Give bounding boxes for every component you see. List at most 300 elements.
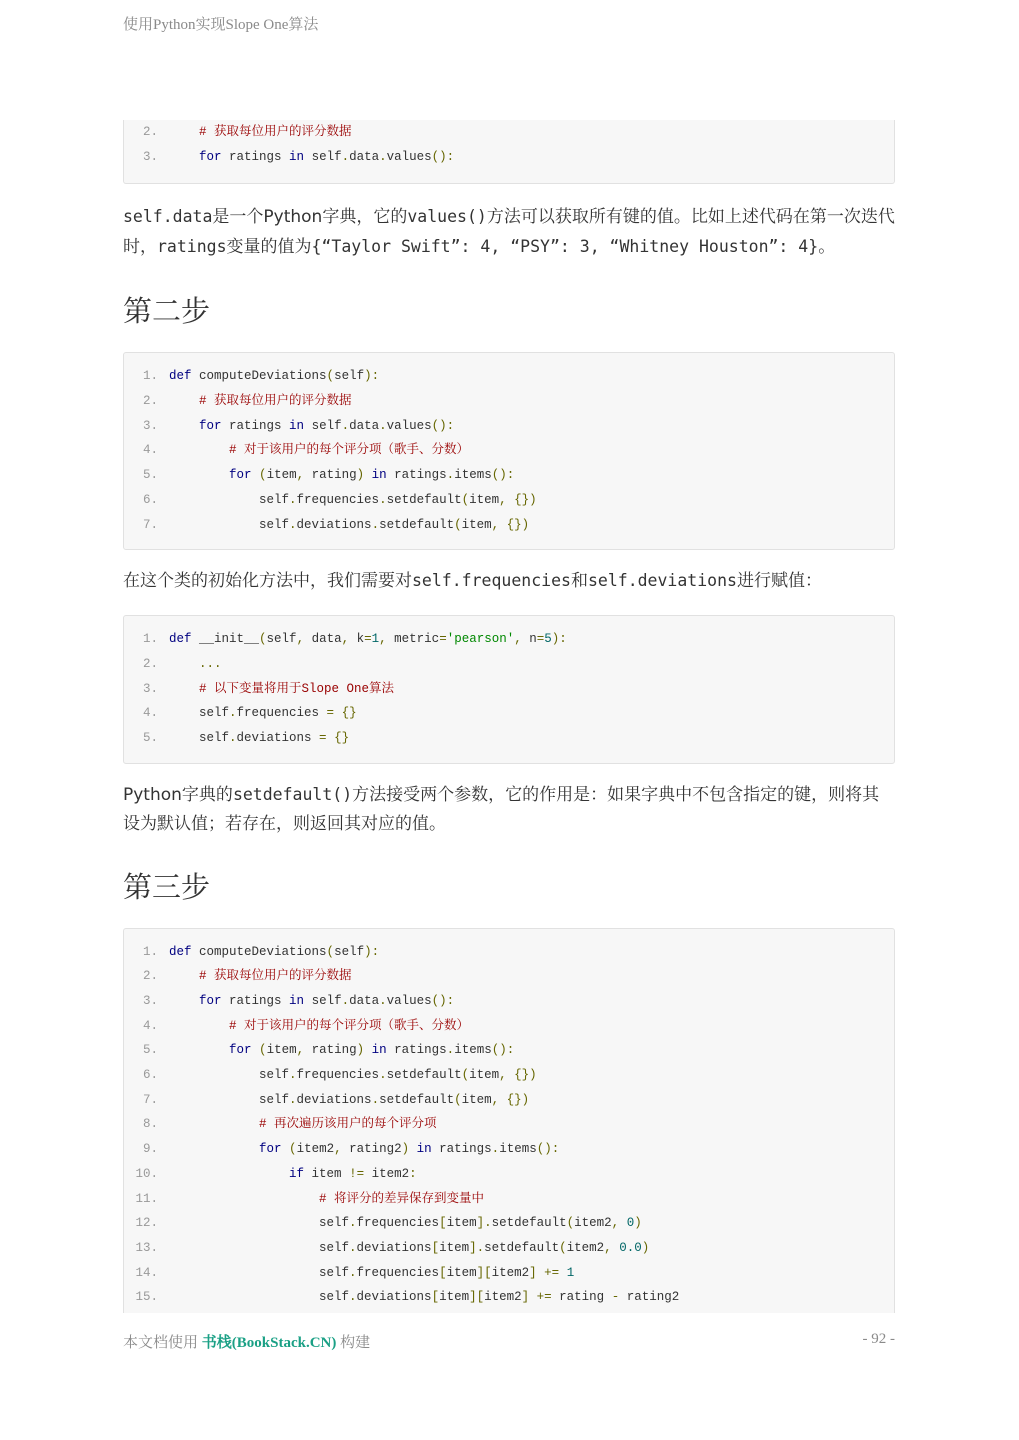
code-token: item: [266, 1043, 297, 1058]
code-token: for: [259, 1142, 282, 1157]
code-token: [169, 1192, 319, 1206]
line-number: 7.: [142, 1092, 158, 1107]
code-token: # 获取每位用户的评分数据: [199, 969, 352, 984]
section-heading: 第二步: [123, 294, 211, 329]
code-token: ,: [296, 632, 305, 647]
code-token: =: [364, 632, 372, 647]
code-token: def: [169, 632, 192, 647]
code-token: ,: [379, 632, 387, 647]
footer-prefix: 本文档使用: [123, 1335, 202, 1351]
code-token: self: [334, 944, 365, 959]
paragraph: [123, 566, 895, 596]
code-line: [124, 513, 894, 538]
code-line: [124, 364, 894, 389]
code-token: ,: [341, 632, 350, 647]
code-token: .: [229, 730, 237, 745]
code-line: [124, 1112, 894, 1137]
code-token: # 将评分的差异保存到变量中: [319, 1191, 485, 1206]
code-token: deviations: [296, 517, 372, 532]
code-token: for: [199, 994, 222, 1008]
code-token: .: [289, 517, 297, 532]
code-token: items: [454, 1043, 492, 1058]
code-token: [169, 419, 199, 433]
code-line: [124, 1285, 894, 1310]
code-token: item: [439, 1240, 470, 1255]
code-token: [169, 657, 199, 671]
code-token: ,: [604, 1240, 612, 1255]
line-number: 10.: [135, 1166, 158, 1181]
code-token: in: [371, 468, 387, 483]
code-token: values: [386, 418, 432, 433]
code-line: [124, 627, 894, 652]
code-token: .: [341, 149, 350, 164]
code-token: +=: [536, 1290, 552, 1305]
inline-code: self.deviations: [587, 571, 737, 591]
code-token: {}): [506, 517, 530, 532]
code-token: .: [229, 706, 237, 721]
code-token: items: [454, 468, 492, 483]
line-number: 4.: [142, 1018, 158, 1033]
code-token: =: [319, 730, 327, 745]
code-token: if: [289, 1166, 305, 1181]
code-token: .: [289, 492, 297, 507]
code-token: # 获取每位用户的评分数据: [199, 394, 352, 409]
code-token: .: [349, 1290, 357, 1305]
code-token: [169, 1167, 289, 1181]
code-token: in: [289, 149, 305, 164]
code-line: [124, 701, 894, 726]
line-number: 2.: [142, 394, 158, 409]
code-token: computeDeviations: [191, 944, 327, 959]
code-token: (: [259, 468, 267, 483]
code-token: ):: [364, 369, 380, 384]
code-token: item: [461, 1092, 492, 1107]
code-token: [169, 125, 199, 139]
code-line: [124, 1236, 894, 1261]
code-line: [124, 726, 894, 751]
code-token: metric: [386, 632, 440, 647]
code-token: in: [289, 994, 305, 1008]
code-block: [123, 120, 895, 184]
code-token: item: [266, 468, 297, 483]
code-token: # 对于该用户的每个评分项（歌手、分数）: [229, 443, 470, 458]
code-token: ratings: [386, 468, 447, 483]
code-token: [169, 1117, 259, 1131]
code-token: in: [289, 418, 305, 433]
code-token: deviations: [236, 730, 320, 745]
line-number: 5.: [142, 730, 158, 745]
code-token: data: [349, 994, 380, 1008]
code-token: .: [379, 1068, 387, 1083]
code-token: item: [446, 1265, 477, 1280]
line-number: 11.: [135, 1191, 158, 1206]
code-token: .: [379, 994, 387, 1008]
code-token: [364, 1043, 372, 1057]
code-token: (: [566, 1216, 575, 1231]
code-token: {}: [334, 730, 350, 745]
code-token: .: [349, 1240, 357, 1255]
code-token: {}): [506, 1092, 530, 1107]
code-token: =: [326, 706, 335, 721]
code-line: [124, 940, 894, 965]
code-token: in: [371, 1043, 387, 1058]
line-number: 7.: [142, 517, 158, 532]
code-token: item: [446, 1216, 477, 1231]
code-token: ,: [499, 492, 507, 507]
code-token: self: [304, 149, 342, 164]
code-token: ]: [529, 1265, 537, 1280]
code-token: .: [349, 1265, 357, 1280]
code-token: # 以下变量将用于Slope One算法: [199, 681, 395, 696]
code-token: ratings: [221, 418, 290, 433]
code-block: [123, 615, 895, 763]
code-token: rating2: [341, 1142, 402, 1157]
inline-code: setdefault(): [232, 784, 353, 804]
code-line: [124, 145, 894, 170]
code-token: item2: [484, 1290, 522, 1305]
paragraph-text: 进行赋值：: [736, 571, 822, 592]
code-token: [529, 1290, 537, 1304]
line-number: 4.: [142, 443, 158, 458]
code-token: [282, 1142, 290, 1156]
code-token: 0: [626, 1216, 635, 1231]
code-token: [364, 468, 372, 482]
paragraph: [123, 780, 895, 839]
code-token: .: [289, 1092, 297, 1107]
code-token: 1: [371, 632, 380, 647]
line-number: 13.: [135, 1240, 158, 1255]
line-number: 3.: [142, 681, 158, 696]
code-line: [124, 488, 894, 513]
code-token: self: [169, 1068, 290, 1083]
code-token: 1: [566, 1265, 575, 1280]
code-token: [169, 1043, 229, 1057]
code-token: .: [446, 1043, 455, 1058]
code-line: [124, 677, 894, 702]
code-token: deviations: [296, 1092, 372, 1107]
code-token: [: [431, 1240, 440, 1255]
inline-code: self.data: [123, 207, 213, 227]
line-number: 14.: [135, 1265, 158, 1280]
paragraph-text: 在这个类的初始化方法中，我们需要对: [123, 571, 412, 592]
code-line: [124, 389, 894, 414]
code-line: [124, 1014, 894, 1039]
code-token: ratings: [386, 1043, 447, 1058]
line-number: 6.: [142, 1068, 158, 1083]
code-line: [124, 652, 894, 677]
code-token: # 对于该用户的每个评分项（歌手、分数）: [229, 1018, 470, 1033]
code-token: (: [461, 492, 470, 507]
code-token: ]: [521, 1290, 530, 1305]
code-token: rating: [304, 468, 357, 483]
code-token: ():: [491, 1043, 515, 1058]
code-token: .: [341, 418, 350, 433]
code-token: (: [559, 1240, 567, 1255]
code-token: frequencies: [236, 706, 327, 721]
code-token: [169, 394, 199, 408]
line-number: 3.: [142, 994, 158, 1008]
code-token: ):: [364, 944, 380, 959]
line-number: 1.: [142, 369, 158, 384]
line-number: 15.: [135, 1290, 158, 1305]
code-token: rating2: [619, 1290, 680, 1305]
code-token: for: [229, 1043, 252, 1058]
code-token: self: [169, 1265, 350, 1280]
code-token: [169, 1019, 229, 1033]
code-token: ][: [476, 1265, 492, 1280]
code-token: n: [521, 632, 537, 647]
code-token: ): [356, 1043, 365, 1058]
code-token: for: [229, 468, 252, 483]
code-token: [169, 468, 229, 482]
paragraph-text: 方法可以获取所有键的值。比如上述代码在第一次迭代时，: [123, 207, 895, 258]
code-line: [124, 1187, 894, 1212]
code-token: item: [439, 1290, 470, 1305]
code-token: 'pearson': [446, 632, 515, 647]
code-token: item2: [574, 1216, 612, 1231]
code-token: item: [461, 517, 492, 532]
code-block: [123, 928, 895, 1313]
code-token: .: [446, 468, 455, 483]
code-token: .: [341, 994, 350, 1008]
code-token: {}): [514, 492, 537, 507]
code-token: items: [499, 1142, 537, 1157]
code-token: 0.0: [619, 1240, 642, 1255]
page-number: - 92 -: [862, 1331, 895, 1347]
code-token: item: [469, 1068, 500, 1083]
footer-brand-link[interactable]: 书栈(BookStack.CN): [201, 1335, 337, 1351]
code-token: item2: [364, 1166, 410, 1181]
line-number: 5.: [142, 1043, 158, 1058]
line-number: 1.: [142, 632, 158, 647]
code-token: .: [379, 149, 387, 164]
code-token: setdefault: [379, 517, 455, 532]
code-token: [252, 1043, 260, 1057]
code-line: [124, 989, 894, 1014]
code-token: ,: [611, 1216, 620, 1231]
code-token: item2: [296, 1142, 335, 1157]
code-token: ratings: [221, 994, 290, 1008]
code-token: ,: [514, 632, 522, 647]
code-token: frequencies: [356, 1216, 440, 1231]
code-token: self: [304, 994, 342, 1008]
code-token: 5: [544, 632, 552, 647]
code-line: [124, 964, 894, 989]
code-token: [169, 682, 199, 696]
line-number: 2.: [142, 969, 158, 984]
paragraph-text: 是一个Python字典，它的: [212, 207, 408, 228]
code-token: (: [326, 944, 335, 959]
line-number: 3.: [142, 149, 158, 164]
section-heading: 第三步: [123, 869, 211, 904]
code-token: {}: [341, 706, 357, 721]
code-token: ,: [491, 1092, 500, 1107]
paragraph-text: 变量的值为: [226, 237, 312, 258]
code-token: ): [401, 1142, 410, 1157]
paragraph-text: 和: [570, 571, 588, 592]
code-token: [619, 1216, 627, 1230]
code-token: [169, 443, 229, 457]
paragraph-text: 。: [818, 237, 836, 258]
code-token: [169, 994, 199, 1008]
code-token: ():: [431, 994, 455, 1008]
code-token: (: [259, 1043, 267, 1058]
paragraph-text: Python字典的: [123, 784, 233, 805]
code-token: setdefault: [484, 1240, 560, 1255]
code-token: computeDeviations: [191, 369, 327, 384]
code-token: ):: [551, 632, 567, 647]
code-token: [327, 731, 335, 745]
code-line: [124, 1088, 894, 1113]
code-token: [409, 1142, 417, 1156]
code-token: self: [169, 1240, 350, 1255]
code-token: (: [454, 517, 462, 532]
code-token: def: [169, 944, 192, 959]
line-number: 6.: [142, 492, 158, 507]
code-token: :: [409, 1166, 417, 1181]
code-token: ,: [491, 517, 500, 532]
code-token: [: [439, 1216, 447, 1231]
code-token: (: [259, 632, 267, 647]
code-token: ].: [469, 1240, 485, 1255]
line-number: 2.: [142, 125, 158, 139]
code-token: values: [386, 994, 432, 1008]
code-token: self: [169, 1092, 290, 1107]
code-token: for: [199, 149, 222, 164]
code-token: data: [304, 632, 342, 647]
code-token: {}): [514, 1068, 537, 1083]
code-token: .: [371, 1092, 380, 1107]
footer-suffix: 构建: [336, 1335, 371, 1351]
code-token: ():: [431, 418, 455, 433]
code-token: frequencies: [296, 1068, 380, 1083]
code-token: .: [289, 1068, 297, 1083]
code-token: frequencies: [296, 492, 380, 507]
code-token: def: [169, 369, 192, 384]
code-token: .: [491, 1142, 500, 1157]
running-title: 使用Python实现Slope One算法: [123, 17, 319, 33]
code-token: (: [326, 369, 335, 384]
code-line: [124, 120, 894, 145]
code-token: item2: [491, 1265, 530, 1280]
code-token: k: [349, 632, 365, 647]
line-number: 1.: [142, 944, 158, 959]
code-token: ,: [334, 1142, 342, 1157]
code-token: [499, 518, 507, 532]
code-token: .: [379, 418, 387, 433]
code-token: self: [169, 1290, 350, 1305]
inline-code: {“Taylor Swift”: 4, “PSY”: 3, “Whitney Houston”: 4}: [311, 237, 819, 257]
code-token: ,: [296, 468, 305, 483]
code-token: ][: [469, 1290, 485, 1305]
paragraph: [123, 202, 895, 262]
code-token: .: [349, 1216, 357, 1231]
code-token: [252, 468, 260, 482]
code-token: ].: [476, 1216, 492, 1231]
code-token: deviations: [356, 1240, 432, 1255]
code-line: [124, 438, 894, 463]
code-token: ratings: [431, 1142, 492, 1157]
inline-code: values(): [407, 207, 487, 227]
code-token: (: [461, 1068, 470, 1083]
code-line: [124, 463, 894, 488]
code-token: ,: [499, 1068, 507, 1083]
code-token: deviations: [356, 1290, 432, 1305]
code-token: for: [199, 418, 222, 433]
code-token: self: [169, 1216, 350, 1231]
code-token: ,: [296, 1043, 305, 1058]
code-token: data: [349, 418, 380, 433]
line-number: 8.: [142, 1117, 158, 1132]
line-number: 12.: [135, 1216, 158, 1231]
code-token: self: [169, 706, 230, 721]
code-token: setdefault: [386, 1068, 462, 1083]
code-token: [499, 1093, 507, 1107]
code-token: [: [439, 1265, 447, 1280]
code-token: [334, 706, 342, 720]
code-token: ): [356, 468, 365, 483]
code-line: [124, 1211, 894, 1236]
code-token: self: [169, 492, 290, 507]
code-line: [124, 1063, 894, 1088]
line-number: 2.: [142, 656, 158, 671]
code-token: # 获取每位用户的评分数据: [199, 125, 352, 139]
code-token: ratings: [221, 149, 290, 164]
code-token: self: [266, 632, 297, 647]
code-token: -: [611, 1290, 620, 1305]
code-token: =: [439, 632, 447, 647]
code-token: ): [641, 1240, 650, 1255]
code-token: [169, 1142, 259, 1156]
code-token: ...: [199, 656, 222, 671]
code-token: ():: [536, 1142, 560, 1157]
code-token: ():: [491, 468, 515, 483]
code-token: in: [416, 1142, 432, 1157]
footer-credit: [123, 1331, 370, 1352]
code-token: ():: [431, 149, 455, 164]
code-token: rating: [551, 1290, 612, 1305]
code-token: # 再次遍历该用户的每个评分项: [259, 1117, 437, 1132]
code-line: [124, 1162, 894, 1187]
code-token: item: [469, 492, 500, 507]
code-token: .: [379, 492, 387, 507]
code-token: item2: [566, 1240, 605, 1255]
code-block: [123, 352, 895, 550]
line-number: 4.: [142, 706, 158, 721]
code-token: [169, 969, 199, 983]
code-token: self: [169, 730, 230, 745]
line-number: 9.: [142, 1142, 158, 1157]
code-token: +=: [544, 1265, 560, 1280]
code-token: .: [371, 517, 380, 532]
line-number: 3.: [142, 418, 158, 433]
code-line: [124, 1137, 894, 1162]
code-token: [: [431, 1290, 440, 1305]
code-token: =: [536, 632, 545, 647]
code-token: ): [634, 1216, 642, 1231]
line-number: 5.: [142, 468, 158, 483]
inline-code: ratings: [157, 237, 227, 257]
code-token: [559, 1266, 567, 1280]
code-line: [124, 1038, 894, 1063]
code-token: setdefault: [386, 492, 462, 507]
inline-code: self.frequencies: [412, 571, 571, 591]
code-token: setdefault: [379, 1092, 455, 1107]
code-token: item: [304, 1166, 350, 1181]
code-token: (: [289, 1142, 297, 1157]
code-token: data: [349, 149, 380, 164]
code-token: (: [454, 1092, 462, 1107]
